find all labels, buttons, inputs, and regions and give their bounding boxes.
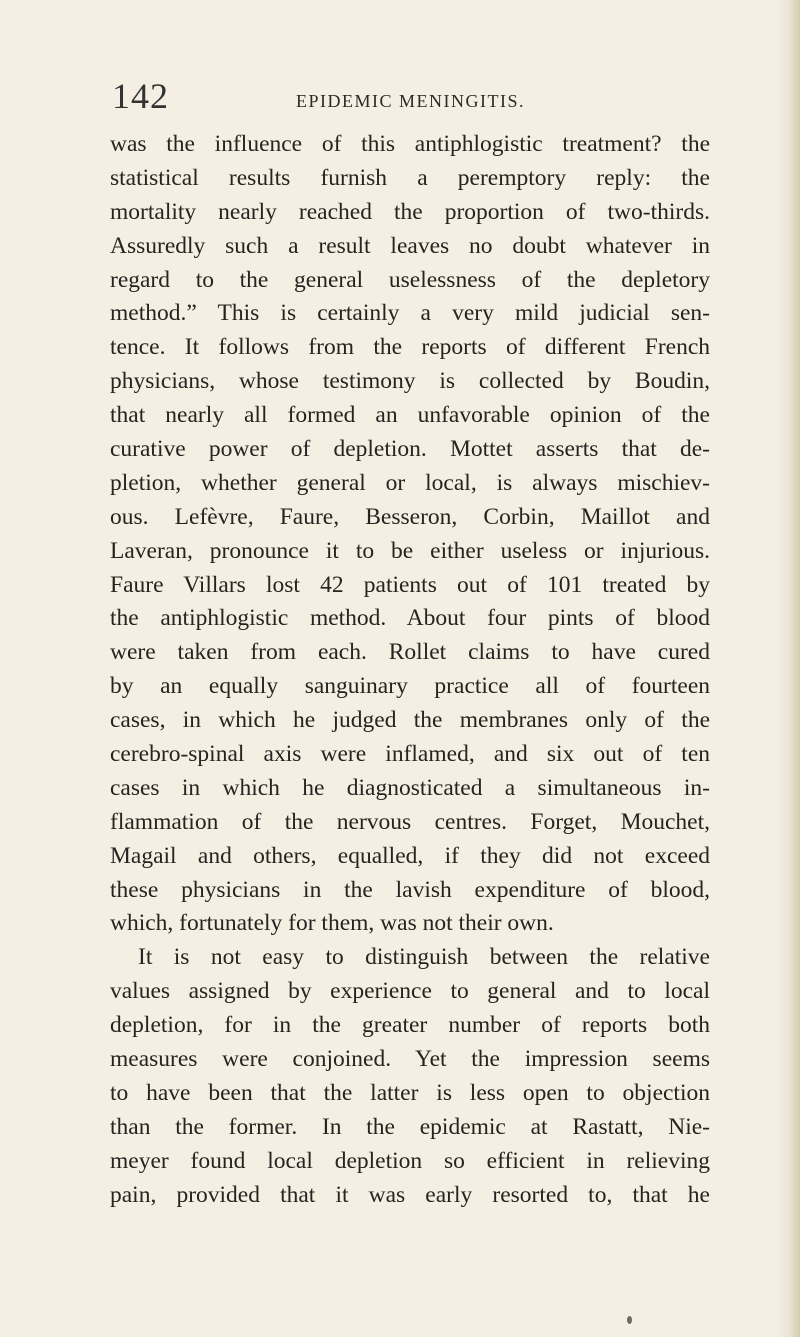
text-line: the antiphlogistic method. About four pints of blood	[110, 605, 710, 632]
text-line: cerebro-spinal axis were inflamed, and six out of ten	[110, 741, 710, 768]
text-line: values assigned by experience to general and to local	[110, 978, 710, 1005]
text-line: ous. Lefèvre, Faure, Besseron, Corbin, Maillot and	[110, 503, 710, 530]
text-line: to have been that the latter is less open to objection	[110, 1079, 710, 1106]
text-line: that nearly all formed an unfavorable opinion of the	[110, 402, 710, 429]
text-line: than the former. In the epidemic at Rastatt, Nie-	[110, 1113, 710, 1140]
text-line: regard to the general uselessness of the depletory	[110, 266, 710, 293]
text-line: meyer found local depletion so efficient in relieving	[110, 1147, 710, 1174]
text-line: mortality nearly reached the proportion of two-thirds.	[110, 198, 710, 225]
text-line: statistical results furnish a peremptory reply: the	[110, 164, 710, 191]
text-line: pletion, whether general or local, is always mischiev-	[110, 469, 710, 496]
text-line: pain, provided that it was early resorted to, that he	[110, 1181, 710, 1208]
page-number: 142	[112, 76, 169, 116]
text-line: Assuredly such a result leaves no doubt whatever in	[110, 232, 710, 259]
body-text	[110, 128, 710, 1213]
text-line: by an equally sanguinary practice all of fourteen	[110, 673, 710, 700]
paper-speck	[627, 1316, 632, 1324]
text-line: Magail and others, equalled, if they did not exceed	[110, 842, 710, 869]
text-line: which, fortunately for them, was not their own.	[110, 910, 554, 937]
text-line: measures were conjoined. Yet the impression seems	[110, 1046, 710, 1073]
text-line: cases, in which he judged the membranes only of the	[110, 707, 710, 734]
page-edge-shading	[778, 0, 800, 1337]
running-head: EPIDEMIC MENINGITIS.	[296, 91, 525, 111]
text-line: tence. It follows from the reports of different French	[110, 334, 710, 361]
text-line: these physicians in the lavish expenditure of blood,	[110, 876, 710, 903]
text-line: cases in which he diagnosticated a simultaneous in-	[110, 774, 710, 801]
text-line: was the influence of this antiphlogistic treatment? the	[110, 131, 710, 157]
text-line: method.” This is certainly a very mild judicial sen-	[110, 300, 710, 327]
text-line: Laveran, pronounce it to be either useless or injurious.	[110, 537, 710, 564]
text-line: It is not easy to distinguish between the relative	[138, 944, 710, 971]
text-line: depletion, for in the greater number of reports both	[110, 1012, 710, 1039]
text-line: physicians, whose testimony is collected by Boudin,	[110, 368, 710, 395]
text-line: curative power of depletion. Mottet asserts that de-	[110, 436, 710, 463]
text-line: Faure Villars lost 42 patients out of 101 treated by	[110, 571, 710, 598]
text-line: were taken from each. Rollet claims to have cured	[110, 639, 710, 666]
text-line: flammation of the nervous centres. Forget, Mouchet,	[110, 808, 710, 835]
